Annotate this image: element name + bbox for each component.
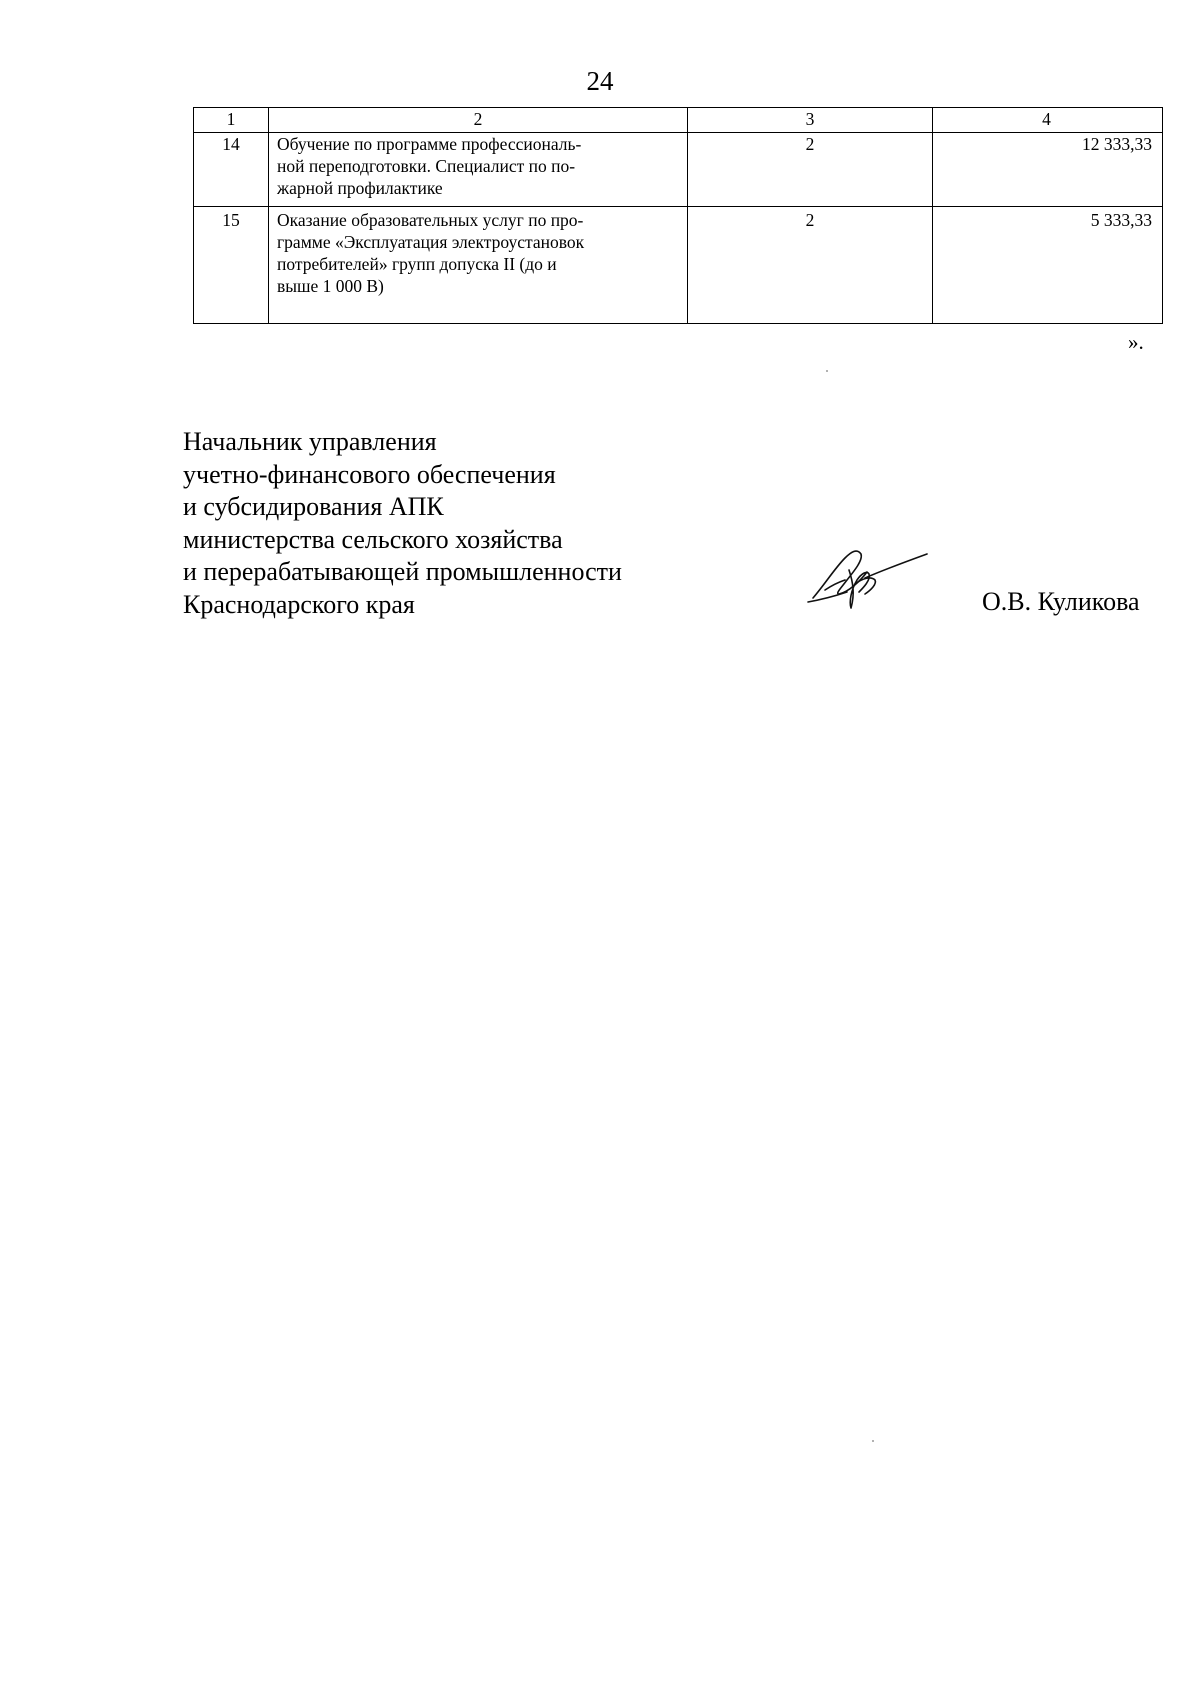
row-price-cell: 12 333,33 [933,133,1163,207]
row-quantity-cell: 2 [688,133,933,207]
header-cell-4: 4 [933,108,1163,133]
header-cell-2: 2 [269,108,688,133]
row-quantity-cell: 2 [688,207,933,324]
signer-position-line: Краснодарского края [183,589,415,619]
header-cell-1: 1 [194,108,269,133]
table-row [194,207,1163,324]
page-number [70,66,1200,96]
signer-name: О.В. Куликова [982,587,1140,616]
page-number-text: 24 [586,66,614,96]
closing-quote: ». [1128,330,1144,354]
handwritten-signature [805,540,930,612]
header-cell-3: 3 [688,108,933,133]
signer-position-line: и перерабатывающей промышленности [183,557,622,586]
row-number-cell: 15 [194,207,269,324]
scan-speck [826,370,828,372]
table-header-row [194,108,1163,133]
row-description-cell: Оказание образовательных услуг по про- грамме «Эксплуатация электроустановок потребителей» групп допуска II (до и выше 1 000 В) [269,207,688,324]
signer-position-line: министерства сельского хозяйства [183,524,563,554]
row-description-cell: Обучение по программе профессиональ- ной переподготовки. Специалист по по- жарной профилактике [269,133,688,207]
table-row [194,133,1163,207]
signer-position-line: учетно-финансового обеспечения [183,459,556,489]
signer-position-block [183,426,622,621]
data-table [193,107,1163,324]
row-number-cell: 14 [194,133,269,207]
signer-position-line: и субсидирования АПК [183,492,444,521]
row-price-cell: 5 333,33 [933,207,1163,324]
scan-speck [872,1440,874,1442]
signer-position-line: Начальник управления [183,427,437,456]
